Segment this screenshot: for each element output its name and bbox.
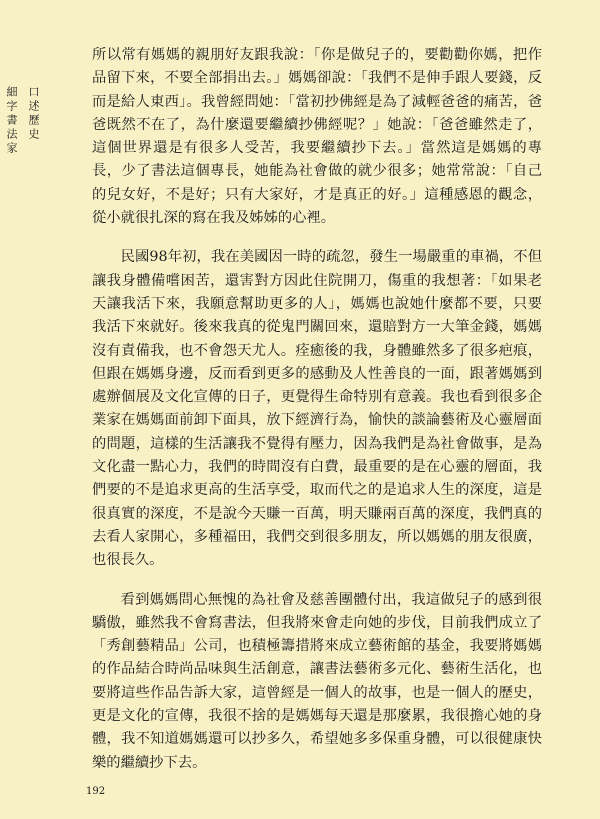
paragraph-3: 看到媽媽問心無愧的為社會及慈善團體付出，我這做兒子的感到很驕傲，雖然我不會寫書法，但我將來會走向她的步伐，目前我們成立了「秀創藝精品」公司，也積極籌措將來成立藝術館的基金，我要將媽媽的作品結合時尚品味與生活創意，讓書法藝術多元化、藝術生活化，也要將這些作品告訴大家，這曾經是一個人的故事，也是一個人的歷史，更是文化的宣傳，我很不捨的是媽媽每天還是那麼累，我很擔心她的身體，我不知道媽媽還可以抄多久，希望她多多保重身體，可以很健康快樂的繼續抄下去。 [92,591,542,771]
page-number: 192 [86,786,106,797]
book-title: 口述歷史 [27,86,40,142]
running-header [5,86,44,180]
paragraph-1: 所以常有媽媽的親朋好友跟我說：「你是做兒子的，要勸勸你媽，把作品留下來，不要全部捐出去。」媽媽卻說：「我們不是伸手跟人要錢，反而是給人東西」。我曾經問她：「當初抄佛經是為了減輕爸爸的痛苦，爸爸既然不在了，為什麼還要繼續抄佛經呢？」她說：「爸爸雖然走了，這個世界還是有很多人受苦，我要繼續抄下去。」當然這是媽媽的專長，少了書法這個專長，她能為社會做的就少很多；她常常說：「自己的兒女好，不是好；只有大家好，才是真正的好。」這種感恩的觀念，從小就很扎深的寫在我及姊姊的心裡。 [92,47,542,227]
page-body [92,44,542,791]
chapter-title: 細字書法家 [5,86,18,156]
paragraph-2: 民國98年初，我在美國因一時的疏忽，發生一場嚴重的車禍，不但讓我身體備嚐困苦，還害對方因此住院開刀，傷重的我想著：「如果老天讓我活下來，我願意幫助更多的人」，媽媽也說她什麼都不要，只要我活下來就好。後來我真的從鬼門關回來，還賠對方一大筆金錢，媽媽沒有責備我，也不會怨天尤人。痊癒後的我，身體雖然多了很多疤痕，但跟在媽媽身邊，反而看到更多的感動及人性善良的一面，跟著媽媽到處辦個展及文化宣傳的日子，更覺得生命特別有意義。我也看到很多企業家在媽媽面前卸下面具，放下經濟行為，愉快的談論藝術及心靈層面的問題，這樣的生活讓我不覺得有壓力，因為我們是為社會做事，是為文化盡一點心力，我們的時間沒有白費，最重要的是在心靈的層面，我們要的不是追求更高的生活享受，取而代之的是追求人生的深度，這是很真實的深度，不是說今天賺一百萬，明天賺兩百萬的深度，我們真的去看人家開心，多種福田，我們交到很多朋友，所以媽媽的朋友很廣，也很長久。 [92,249,542,569]
